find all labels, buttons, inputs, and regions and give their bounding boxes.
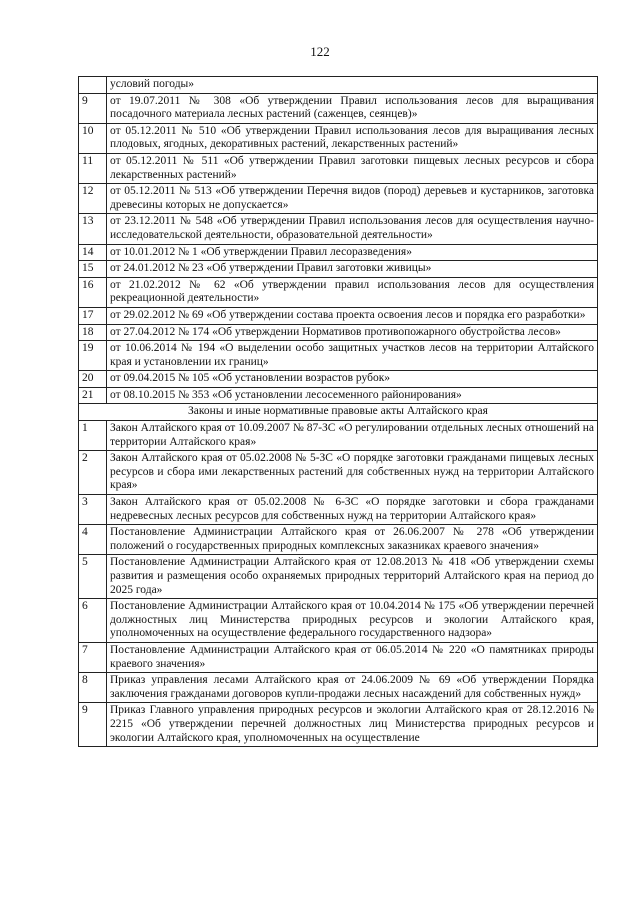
row-text: Постановление Администрации Алтайского края от 06.05.2014 № 220 «О памятниках природы краевого значения»: [107, 642, 598, 672]
row-number: 12: [79, 184, 107, 214]
row-number: 11: [79, 153, 107, 183]
row-text: от 08.10.2015 № 353 «Об установлении лесосеменного районирования»: [107, 387, 598, 404]
row-number: 16: [79, 277, 107, 307]
row-number: 9: [79, 703, 107, 747]
page-number: 122: [310, 44, 330, 59]
section-header-row: [79, 404, 598, 421]
row-text: Приказ управления лесами Алтайского края от 24.06.2009 № 69 «Об утверждении Порядка заключения гражданами договоров купли-продажи лесных насаждений для собственных нужд»: [107, 673, 598, 703]
table-row: [79, 673, 598, 703]
row-number: 6: [79, 599, 107, 643]
table-row: [79, 451, 598, 495]
row-number: 13: [79, 214, 107, 244]
row-text: от 21.02.2012 № 62 «Об утверждении правил использования лесов для осуществления рекреационной деятельности»: [107, 277, 598, 307]
row-text: Закон Алтайского края от 05.02.2008 № 5-ЗС «О порядке заготовки гражданами пищевых лесных ресурсов и сбора ими лекарственных растений для собственных нужд на территории Алтайского края»: [107, 451, 598, 495]
row-text: от 09.04.2015 № 105 «Об установлении возрастов рубок»: [107, 371, 598, 388]
table-row: [79, 93, 598, 123]
row-number: 1: [79, 421, 107, 451]
row-number: 8: [79, 673, 107, 703]
row-text: Постановление Администрации Алтайского края от 12.08.2013 № 418 «Об утверждении схемы развития и размещения особо охраняемых природных территорий Алтайского края на период до 2025 года»: [107, 555, 598, 599]
row-text: от 05.12.2011 № 513 «Об утверждении Перечня видов (пород) деревьев и кустарников, заготовка древесины которых не допускается»: [107, 184, 598, 214]
row-text: от 27.04.2012 № 174 «Об утверждении Нормативов противопожарного обустройства лесов»: [107, 324, 598, 341]
table-row: [79, 525, 598, 555]
row-text: от 19.07.2011 № 308 «Об утверждении Правил использования лесов для выращивания посадочного материала лесных растений (саженцев, сеянцев)»: [107, 93, 598, 123]
table-row: [79, 599, 598, 643]
table-row: [79, 261, 598, 278]
table-row: [79, 387, 598, 404]
row-text: Постановление Администрации Алтайского края от 26.06.2007 № 278 «Об утверждении положений о государственных природных комплексных заказниках краевого значения»: [107, 525, 598, 555]
row-text: Закон Алтайского края от 10.09.2007 № 87-ЗС «О регулировании отдельных лесных отношений на территории Алтайского края»: [107, 421, 598, 451]
row-text: от 10.01.2012 № 1 «Об утверждении Правил лесоразведения»: [107, 244, 598, 261]
row-text: от 24.01.2012 № 23 «Об утверждении Правил заготовки живицы»: [107, 261, 598, 278]
table-row: [79, 341, 598, 371]
row-number: 10: [79, 123, 107, 153]
row-text: от 05.12.2011 № 510 «Об утверждении Правил использования лесов для выращивания лесных плодовых, ягодных, декоративных растений, лекарственных растений»: [107, 123, 598, 153]
row-text: от 10.06.2014 № 194 «О выделении особо защитных участков лесов на территории Алтайского края и установлении их границ»: [107, 341, 598, 371]
row-number: 3: [79, 495, 107, 525]
row-number: 14: [79, 244, 107, 261]
row-number: 7: [79, 642, 107, 672]
table-row: [79, 324, 598, 341]
table-row: [79, 77, 598, 94]
row-text: условий погоды»: [107, 77, 598, 94]
table-row: [79, 214, 598, 244]
row-text: Закон Алтайского края от 05.02.2008 № 6-ЗС «О порядке заготовки и сбора гражданами недревесных лесных ресурсов для собственных нужд на территории Алтайского края»: [107, 495, 598, 525]
row-number: 18: [79, 324, 107, 341]
row-number: 5: [79, 555, 107, 599]
row-text: от 05.12.2011 № 511 «Об утверждении Правил заготовки пищевых лесных ресурсов и сбора лекарственных растений»: [107, 153, 598, 183]
row-number: 17: [79, 307, 107, 324]
row-number: [79, 77, 107, 94]
row-text: Постановление Администрации Алтайского края от 10.04.2014 № 175 «Об утверждении перечней должностных лиц Министерства природных ресурсов и экологии Алтайского края, уполномоченных на осуществление федерального государственного надзора»: [107, 599, 598, 643]
row-number: 15: [79, 261, 107, 278]
table-row: [79, 184, 598, 214]
table-row: [79, 371, 598, 388]
legal-acts-table: [78, 76, 598, 747]
table-row: [79, 277, 598, 307]
table-row: [79, 421, 598, 451]
row-number: 2: [79, 451, 107, 495]
row-text: Приказ Главного управления природных ресурсов и экологии Алтайского края от 28.12.2016 № 2215 «Об утверждении перечней должностных лиц Министерства природных ресурсов и экологии Алтайского края, уполномоченных на осуществление: [107, 703, 598, 747]
table-row: [79, 642, 598, 672]
row-number: 19: [79, 341, 107, 371]
row-number: 20: [79, 371, 107, 388]
table-row: [79, 307, 598, 324]
table-row: [79, 495, 598, 525]
table-row: [79, 703, 598, 747]
row-text: от 29.02.2012 № 69 «Об утверждении состава проекта освоения лесов и порядка его разработки»: [107, 307, 598, 324]
row-number: 9: [79, 93, 107, 123]
section-title: Законы и иные нормативные правовые акты Алтайского края: [79, 404, 598, 421]
row-text: от 23.12.2011 № 548 «Об утверждении Правил использования лесов для осуществления научно-исследовательской деятельности, образовательной деятельности»: [107, 214, 598, 244]
row-number: 4: [79, 525, 107, 555]
table-row: [79, 123, 598, 153]
table-row: [79, 244, 598, 261]
table-row: [79, 153, 598, 183]
row-number: 21: [79, 387, 107, 404]
table-row: [79, 555, 598, 599]
